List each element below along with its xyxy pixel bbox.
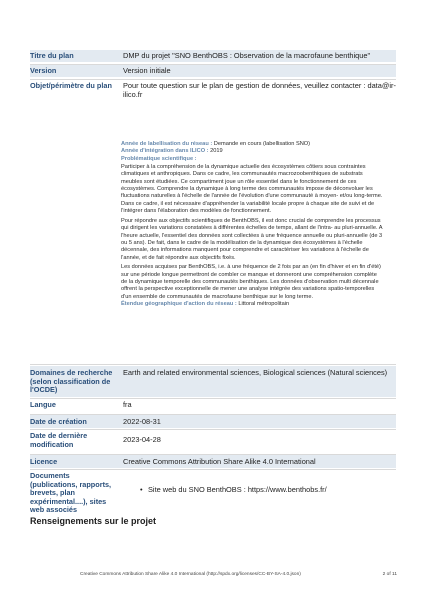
integration-line (121, 148, 383, 155)
integration-value: 2019 (210, 148, 223, 155)
row-modification (30, 432, 396, 452)
section-title: Renseignements sur le projet (30, 516, 157, 526)
value-domaines: Earth and related environmental sciences, Biological sciences (Natural sciences) (123, 368, 388, 377)
description-block (121, 141, 383, 308)
value-modification: 2023-04-28 (123, 435, 161, 444)
labellisation-label: Année de labellisation du réseau : (121, 141, 213, 147)
label-creation: Date de création (30, 417, 87, 426)
documents-link-text[interactable]: Site web du SNO BenthOBS : https://www.benthobs.fr/ (148, 485, 327, 494)
row-titre (30, 52, 396, 62)
label-version: Version (30, 66, 57, 75)
etendue-line (121, 301, 383, 308)
etendue-value: Littoral métropolitain (238, 301, 290, 307)
value-licence: Creative Commons Attribution Share Alike 4.0 International (123, 457, 316, 466)
value-version: Version initiale (123, 66, 171, 75)
integration-label: Année d'intégration dans ILICO : (121, 148, 209, 155)
divider (30, 79, 396, 80)
row-objet (30, 82, 396, 104)
divider (30, 429, 396, 430)
label-langue: Langue (30, 400, 56, 409)
description-paragraph-3: Les données acquises par BenthOBS, i.e. à une fréquence de 2 fois par an (en fin d'hiver et en fin d'été) sur une période longue permettront de combler ce manque et donneront une compréhension complète de la dynamique temporelle des communautés benthiques. Les données d'observation multi décennale offrent la perspective exceptionnelle de mener une analyse intégrée des variations spatio-temporelles d'un ensemble de communautés de macrofaune benthique sur le long terme. (121, 264, 381, 300)
row-creation (30, 418, 396, 428)
value-documents (140, 486, 400, 495)
problematique-label: Problématique scientifique : (121, 155, 197, 162)
divider (30, 364, 396, 365)
row-domaines (30, 369, 396, 396)
value-objet: Pour toute question sur le plan de gestion de données, veuillez contacter : data@ir-ilico.fr (123, 81, 396, 99)
labellisation-value: Demande en cours (labellisation SNO) (213, 141, 311, 147)
label-domaines: Domaines de recherche (selon classification de l'OCDE) (30, 368, 113, 395)
page-number: 2 of 11 (382, 572, 397, 577)
row-version (30, 67, 396, 77)
footer-license: Creative Commons Attribution Share Alike 4.0 International (http://spdx.org/licenses/CC-BY-SA-4.0.json) (80, 572, 301, 577)
value-titre: DMP du projet "SNO BenthOBS : Observation de la macrofaune benthique" (123, 51, 371, 60)
label-modification: Date de dernière modification (30, 431, 88, 449)
label-licence: Licence (30, 457, 58, 466)
etendue-label: Étendue géographique d'action du réseau : (121, 301, 237, 307)
bullet-icon: • (140, 485, 143, 494)
label-documents: Documents (publications, rapports, brevets, plan expérimental....), sites web associés (30, 471, 112, 515)
labellisation-line (121, 141, 383, 148)
divider (30, 398, 396, 399)
row-licence (30, 458, 396, 468)
value-creation: 2022-08-31 (123, 417, 161, 426)
label-titre: Titre du plan (30, 51, 74, 60)
row-langue (30, 401, 396, 411)
row-documents (30, 471, 396, 515)
label-objet: Objet/périmètre du plan (30, 81, 112, 90)
description-paragraph-1: Participer à la compréhension de la dynamique actuelle des écosystèmes côtiers sous contraintes climatiques et anthropiques. Dans ce cadre, les communautés macrozoobenthiques de substrats meubles sont étudiées. Ce compartiment joue un rôle essentiel dans le fonctionnement de ces écosystèmes. Comprendre la dynamique à long terme des communautés impose de déconvoluer les fluctuations naturelles à l'échelle de l'année de l'évolution d'une communauté à moyen- et/ou long-terme. Dans ce cadre, il est nécessaire d'appréhender la variabilité locale propre à chaque site de suivi et de l'intégrer dans l'élaboration des modèles de fonctionnement. (121, 164, 383, 215)
description-paragraph-2: Pour répondre aux objectifs scientifiques de BenthOBS, il est donc crucial de comprendre les processus qui dirigent les variations constatées à différentes échelles de temps, allant de l'intra- au pluri-annuelle. A l'heure actuelle, l'essentiel des données sont collectées à une fréquence annuelle ou pluri-annuelle (de 3 ou 5 ans). De fait, dans le cadre de la modélisation de la dynamique des écosystèmes à l'échelle décennale, des informations manquent pour comprendre et caractériser les variations à l'échelle de l'année, et de fait répondre aux objectifs fixés. (121, 217, 383, 261)
value-langue: fra (123, 400, 132, 409)
divider (30, 469, 396, 470)
